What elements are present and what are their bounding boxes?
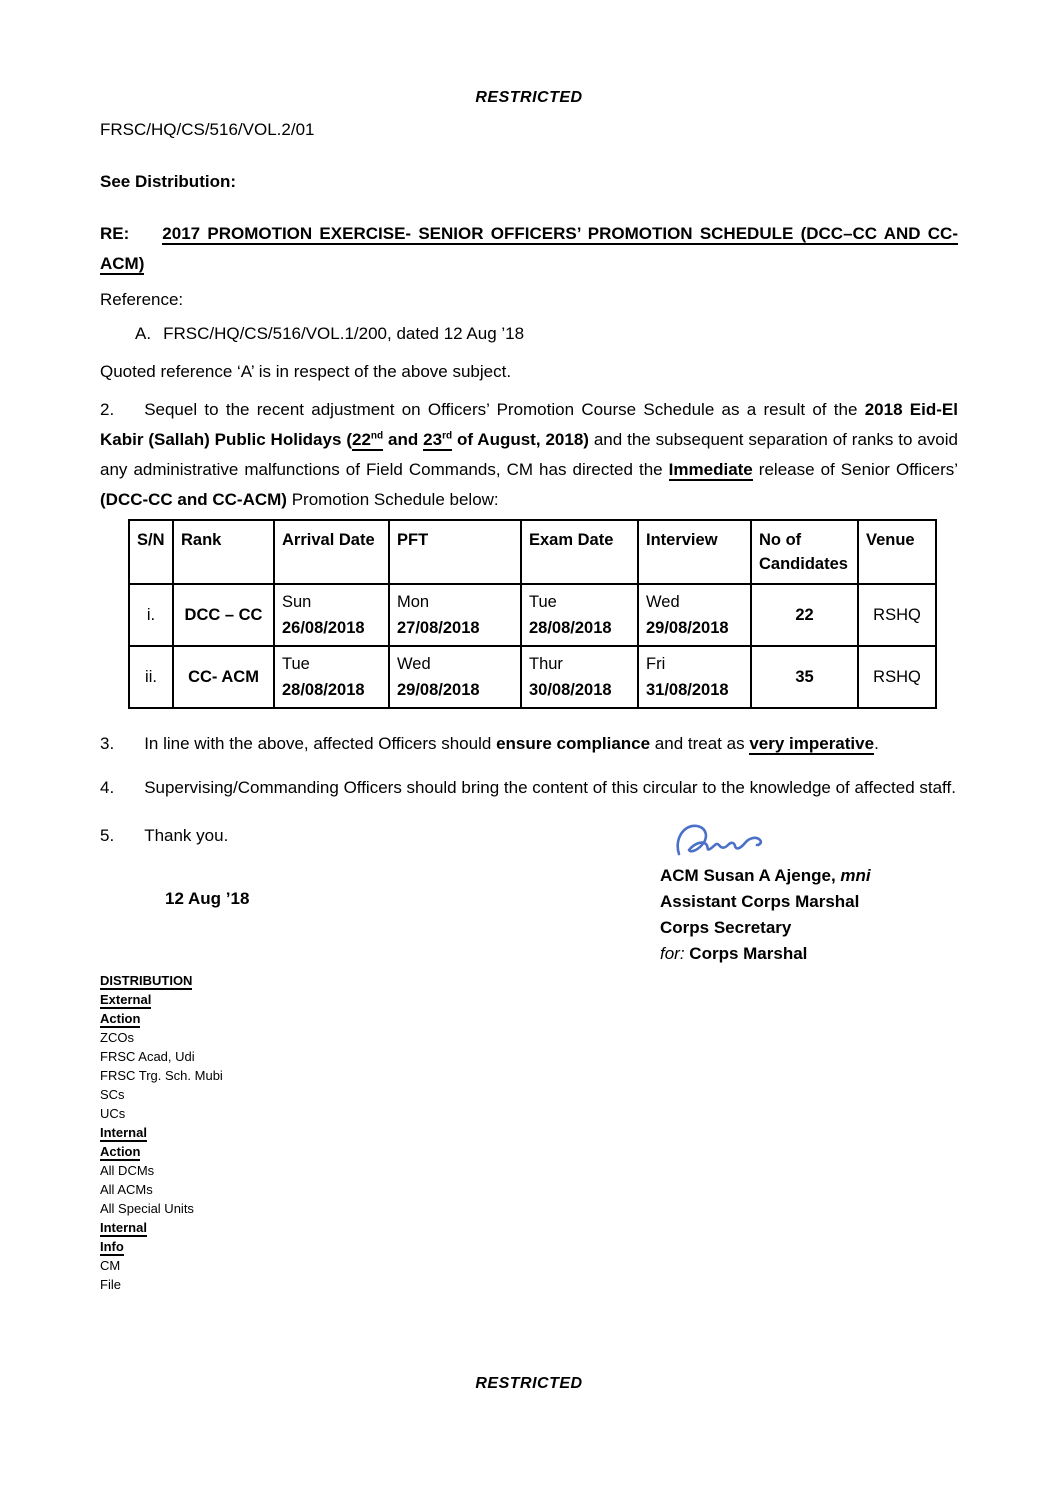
cell-exam: Tue 28/08/2018 [521,584,638,646]
header-venue: Venue [858,520,936,584]
paragraph-2-mid: and the subsequent separation of ranks to avoid any administrative malfunctions of Field Commands, CM has directed the [100,430,958,479]
cell-sn: ii. [129,646,173,708]
distribution-item: ZCOs [100,1030,134,1045]
distribution-subheading-internal: Internal [100,1125,147,1140]
header-sn: S/N [129,520,173,584]
paragraph-3-ensure-compliance: ensure compliance [496,734,651,753]
paragraph-4-number: 4. [100,778,115,797]
paragraph-2-number: 2. [100,400,115,419]
promotion-schedule-table [128,519,937,709]
distribution-item: UCs [100,1106,126,1121]
distribution-heading: DISTRIBUTION [100,973,193,988]
distribution-item: File [100,1277,121,1292]
distribution-item: All ACMs [100,1182,153,1197]
reference-quote-line: Quoted reference ‘A’ is in respect of the above subject. [100,362,512,381]
paragraph-2-date-23rd: 23rd [423,430,453,449]
distribution-subheading-info: Info [100,1239,124,1254]
distribution-subheading-action: Action [100,1144,141,1159]
cell-pft: Wed 29/08/2018 [389,646,521,708]
paragraph-3-mid: and treat as [650,734,750,753]
cell-interview: Wed 29/08/2018 [638,584,751,646]
cell-venue: RSHQ [858,584,936,646]
file-reference-number: FRSC/HQ/CS/516/VOL.2/01 [100,120,315,139]
distribution-item: FRSC Acad, Udi [100,1049,195,1064]
paragraph-2-lead: Sequel to the recent adjustment on Officers’ Promotion Course Schedule as a result of the [144,400,865,419]
reference-item-text: FRSC/HQ/CS/516/VOL.1/200, dated 12 Aug ’18 [163,324,525,343]
table-header-row [129,520,936,584]
paragraph-4-text: Supervising/Commanding Officers should bring the content of this circular to the knowledge of affected staff. [144,778,956,797]
paragraph-2-immediate: Immediate [668,460,753,479]
cell-arrival: Tue 28/08/2018 [274,646,389,708]
table-row [129,646,936,708]
distribution-item: All Special Units [100,1201,194,1216]
reference-label: Reference: [100,290,184,309]
paragraph-2-holiday-tail: of August, 2018) [452,430,589,449]
cell-rank: CC- ACM [173,646,274,708]
paragraph-2-tail: Promotion Schedule below: [286,490,499,509]
classification-banner-top: RESTRICTED [475,89,583,106]
classification-banner-bottom: RESTRICTED [475,1375,583,1392]
subject-title: 2017 PROMOTION EXERCISE- SENIOR OFFICERS’ PROMOTION SCHEDULE (DCC–CC AND CC-ACM) [100,224,958,273]
header-no-of-candidates: No of Candidates [751,520,858,584]
reference-item [135,321,958,347]
paragraph-2-date-22nd: 22nd [351,430,384,449]
signatory-for-line: for: Corps Marshal [660,944,808,963]
paragraph-5-text: Thank you. [144,826,229,845]
distribution-subheading-external: External [100,992,152,1007]
header-pft: PFT [389,520,521,584]
distribution-item: FRSC Trg. Sch. Mubi [100,1068,223,1083]
subject-heading [100,219,958,279]
paragraph-5 [100,821,958,851]
paragraph-2-ranks: (DCC-CC and CC-ACM) [100,490,287,509]
signature-and-date-row [100,863,958,969]
signatory-name-line: ACM Susan A Ajenge, mni [660,866,871,885]
distribution-subheading-action: Action [100,1011,141,1026]
paragraph-2 [100,395,958,515]
see-distribution-line: See Distribution: [100,172,237,191]
distribution-list [100,971,958,1294]
table-row [129,584,936,646]
paragraph-3-number: 3. [100,734,115,753]
cell-sn: i. [129,584,173,646]
cell-interview: Fri 31/08/2018 [638,646,751,708]
paragraph-3-very-imperative: very imperative [749,734,875,753]
paragraph-5-number: 5. [100,826,115,845]
signatory-title: Corps Secretary [660,918,792,937]
paragraph-3-tail: . [874,734,879,753]
cell-venue: RSHQ [858,646,936,708]
cell-exam: Thur 30/08/2018 [521,646,638,708]
paragraph-3-lead: In line with the above, affected Officers should [144,734,497,753]
distribution-item: All DCMs [100,1163,155,1178]
paragraph-4 [100,773,958,803]
signatory-rank: Assistant Corps Marshal [660,892,860,911]
handwritten-signature [672,817,776,865]
paragraph-3 [100,729,958,759]
document-date: 12 Aug ’18 [165,889,250,908]
paragraph-2-holiday-bold: 2018 Eid-El Kabir (Sallah) Public Holidays ( [100,400,958,449]
paragraph-2-after-immediate: release of Senior Officers’ [752,460,959,479]
header-arrival-date: Arrival Date [274,520,389,584]
distribution-item: SCs [100,1087,125,1102]
signature-block [660,863,871,967]
cell-pft: Mon 27/08/2018 [389,584,521,646]
distribution-item: CM [100,1258,121,1273]
reference-item-letter: A. [135,324,152,343]
subject-prefix: RE: [100,224,130,243]
paragraph-2-and: and [383,430,424,449]
header-exam-date: Exam Date [521,520,638,584]
distribution-subheading-internal: Internal [100,1220,147,1235]
cell-candidates: 35 [751,646,858,708]
cell-candidates: 22 [751,584,858,646]
header-rank: Rank [173,520,274,584]
cell-rank: DCC – CC [173,584,274,646]
header-interview: Interview [638,520,751,584]
cell-arrival: Sun 26/08/2018 [274,584,389,646]
